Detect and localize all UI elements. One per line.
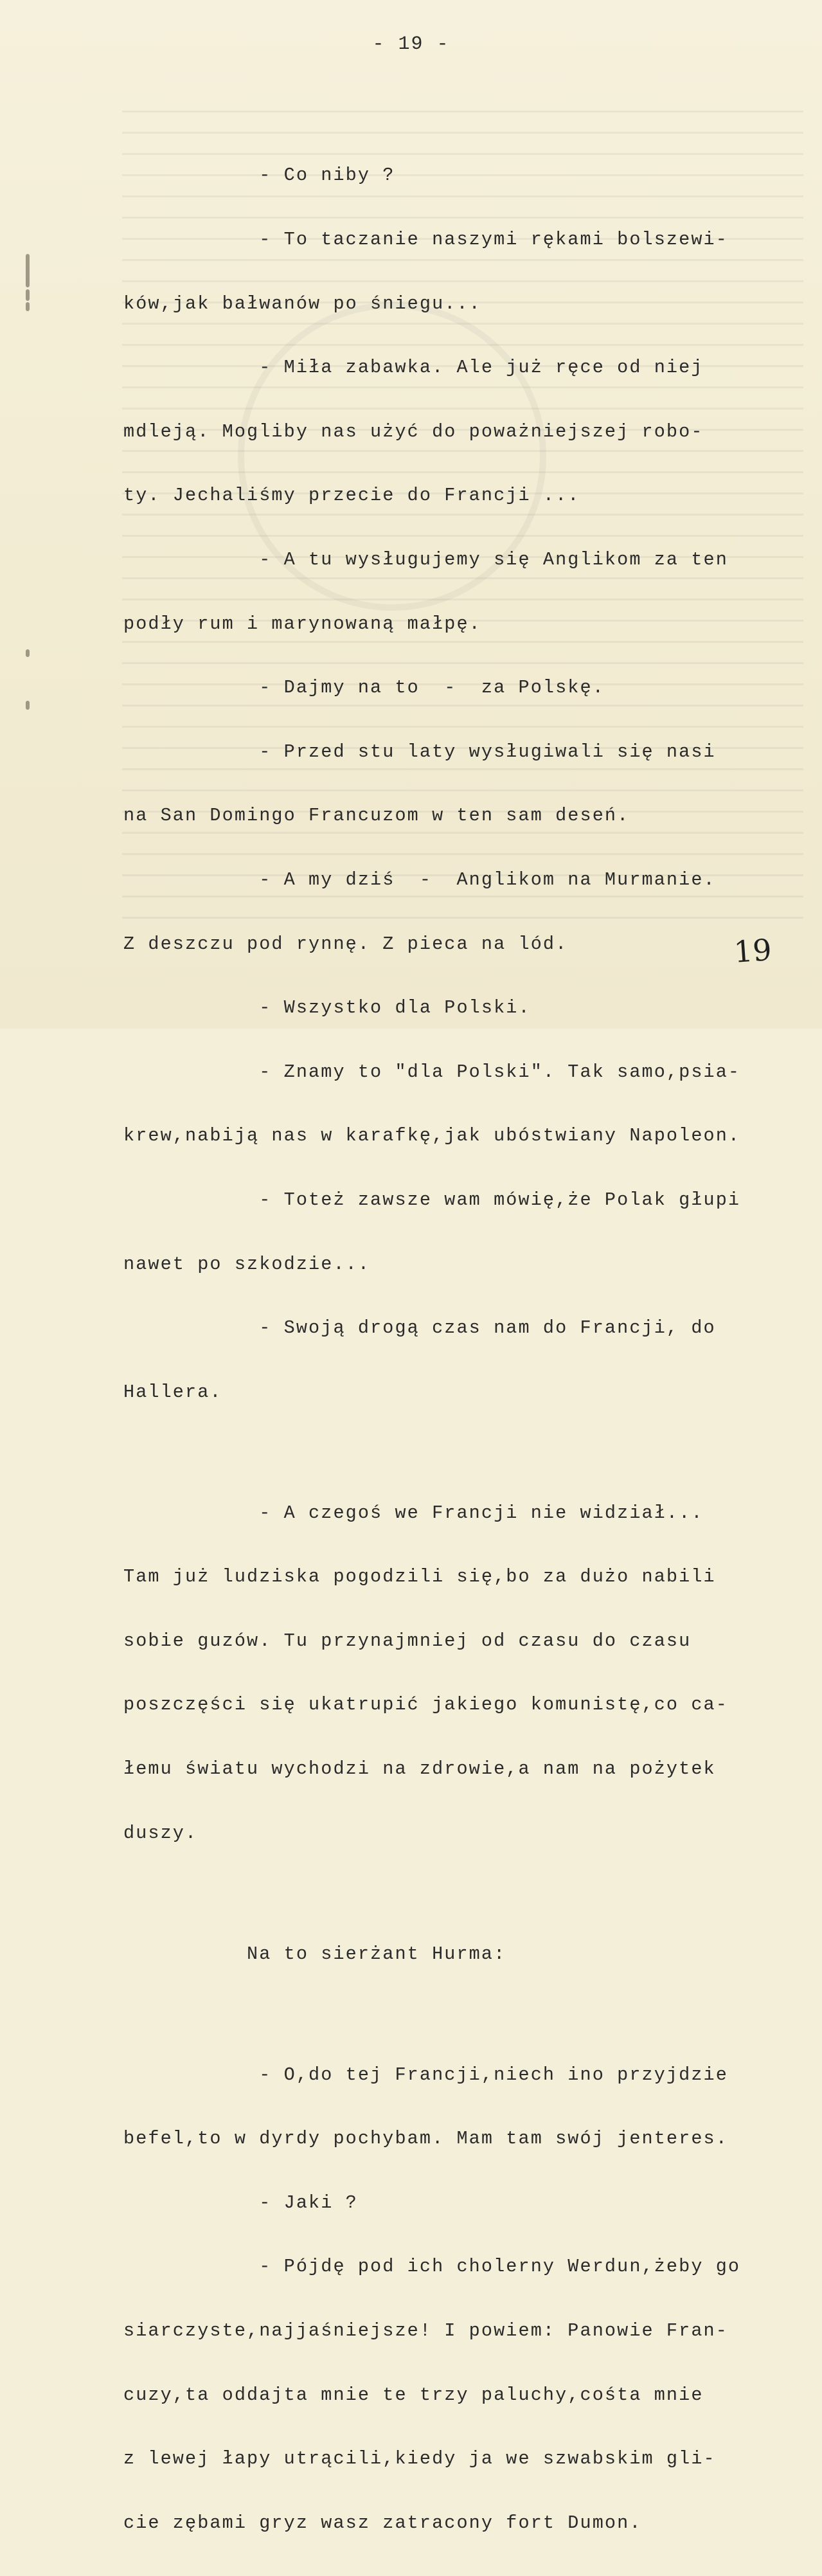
text-line: poszczęści się ukatrupić jakiego komunistę,co ca- (123, 1694, 728, 1716)
text-line: łemu światu wychodzi na zdrowie,a nam na pożytek (123, 1758, 716, 1780)
text-line: mdleją. Mogliby nas użyć do poważniejszej robo- (123, 420, 704, 442)
binding-hole-mark (26, 289, 30, 301)
text-line: - Swoją drogą czas nam do Francji, do (123, 1317, 716, 1339)
text-line: - Dajmy na to - za Polskę. (123, 677, 605, 699)
text-line: siarczyste,najjaśniejsze! I powiem: Panowie Fran- (123, 2320, 728, 2342)
text-line: - Wszystko dla Polski. (123, 997, 531, 1019)
text-line: z lewej łapy utrącili,kiedy ja we szwabskim gli- (123, 2448, 716, 2470)
text-line: Z deszczu pod rynnę. Z pieca na lód. (123, 933, 568, 955)
text-line: befel,to w dyrdy pochybam. Mam tam swój jenteres. (123, 2128, 728, 2150)
page-number: - 19 - (372, 33, 450, 55)
text-line: - O,do tej Francji,niech ino przyjdzie (123, 2064, 728, 2085)
paragraph-gap (123, 1886, 779, 1900)
binding-hole-mark (26, 302, 30, 311)
text-line: - To taczanie naszymi rękami bolszewi- (123, 229, 728, 250)
typed-text-body (123, 122, 779, 2576)
text-line: podły rum i marynowaną małpę. (123, 613, 481, 635)
text-line: - A czegoś we Francji nie widział... (123, 1502, 704, 1524)
text-line: - Miła zabawka. Ale już ręce od niej (123, 357, 704, 379)
text-line: - Toteż zawsze wam mówię,że Polak głupi (123, 1189, 741, 1211)
text-line: - Jaki ? (123, 2192, 358, 2213)
text-line: - Pójdę pod ich cholerny Werdun,żeby go (123, 2256, 741, 2278)
paragraph-gap (123, 1445, 779, 1459)
text-line: Hallera. (123, 1381, 222, 1403)
text-line: na San Domingo Francuzom w ten sam deseń. (123, 805, 630, 827)
text-line: nawet po szkodzie... (123, 1253, 371, 1275)
text-line: - Znamy to "dla Polski". Tak samo,psia- (123, 1061, 741, 1083)
binding-hole-mark (26, 701, 30, 710)
paragraph-gap (123, 2007, 779, 2021)
text-line: - A tu wysługujemy się Anglikom za ten (123, 548, 728, 570)
text-line: krew,nabiją nas w karafkę,jak ubóstwiany Napoleon. (123, 1125, 741, 1147)
text-line: duszy. (123, 1822, 198, 1844)
text-line: cie zębami gryz wasz zatracony fort Dumon. (123, 2512, 642, 2534)
text-line: - A my dziś - Anglikom na Murmanie. (123, 869, 716, 890)
handwritten-page-number: 19 (733, 932, 773, 969)
text-line: cuzy,ta oddajta mnie te trzy paluchy,cośta mnie (123, 2384, 704, 2406)
binding-hole-mark (26, 649, 30, 657)
text-line: Tam już ludziska pogodzili się,bo za dużo nabili (123, 1566, 716, 1588)
binding-hole-mark (26, 254, 30, 287)
text-line: ty. Jechaliśmy przecie do Francji ... (123, 485, 580, 507)
text-line: Na to sierżant Hurma: (123, 1943, 506, 1965)
text-line: - Co niby ? (123, 165, 395, 186)
text-line: ków,jak bałwanów po śniegu... (123, 293, 481, 314)
text-line: sobie guzów. Tu przynajmniej od czasu do czasu (123, 1630, 692, 1652)
text-line: - Przed stu laty wysługiwali się nasi (123, 741, 716, 762)
